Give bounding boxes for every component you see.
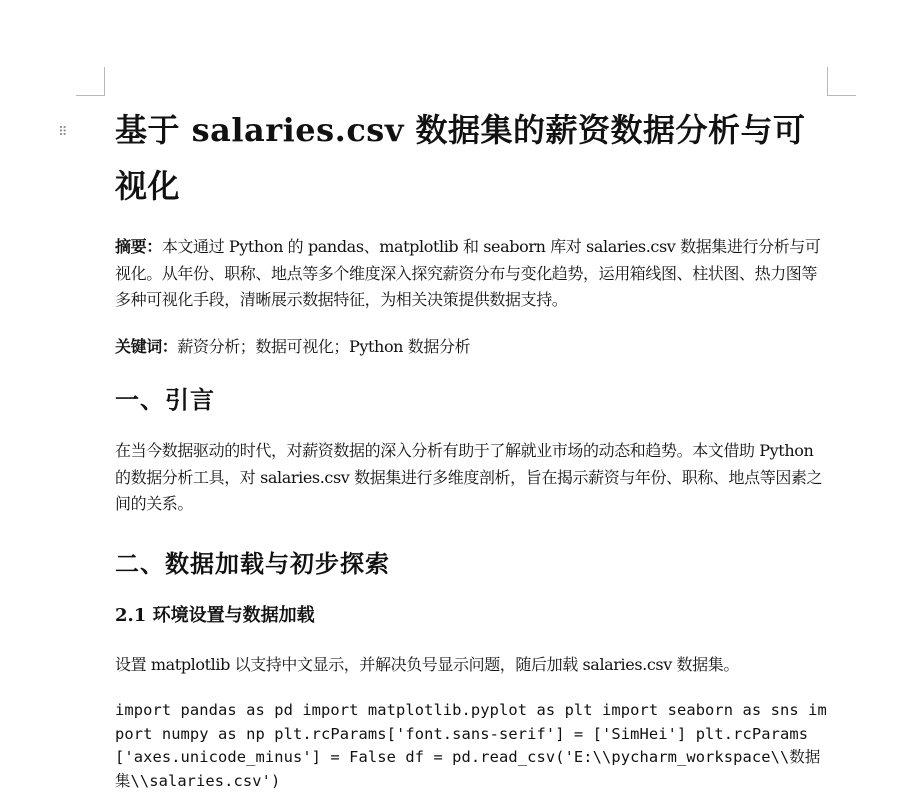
page-margin-corner-right <box>827 67 856 96</box>
keywords-label: 关键词： <box>115 336 178 356</box>
abstract-paragraph <box>115 234 827 314</box>
keywords-text: 薪资分析；数据可视化；Python 数据分析 <box>177 336 471 356</box>
code-block: import pandas as pd import matplotlib.pyplot as plt import seaborn as sns import numpy as np plt.rcParams['font.sans-serif'] = ['SimHei'] plt.rcParams['axes.unicode_minus'] = False df = pd.read_csv('E:\\pycharm_workspace\\数据集\\salaries.csv') <box>115 701 827 790</box>
abstract-text: 本文通过 Python 的 pandas、matplotlib 和 seaborn 库对 salaries.csv 数据集进行分析与可视化。从年份、职称、地点等多个维度深入探究薪资分布与变化趋势，运用箱线图、柱状图、热力图等多种可视化手段，清晰展示数据特征，为相关决策提供数据支持。 <box>115 237 821 309</box>
document-title: 基于 salaries.csv 数据集的薪资数据分析与可视化 <box>115 111 806 205</box>
page-margin-corner-left <box>76 67 105 96</box>
introduction-paragraph: 在当今数据驱动的时代，对薪资数据的深入分析有助于了解就业市场的动态和趋势。本文借助 Python 的数据分析工具，对 salaries.csv 数据集进行多维度剖析，旨在揭示薪资与年份、职称、地点等因素之间的关系。 <box>115 441 823 513</box>
document-body[interactable] <box>115 102 827 793</box>
section-heading-data-loading: 二、数据加载与初步探索 <box>115 548 390 578</box>
drag-handle-icon[interactable]: ⠿ <box>58 125 67 140</box>
section-heading-introduction: 一、引言 <box>115 385 215 414</box>
abstract-label: 摘要： <box>115 237 162 256</box>
subsection-heading-environment: 2.1 环境设置与数据加载 <box>115 604 315 626</box>
keywords-paragraph <box>115 334 827 361</box>
environment-paragraph: 设置 matplotlib 以支持中文显示，并解决负号显示问题，随后加载 salaries.csv 数据集。 <box>115 654 739 674</box>
